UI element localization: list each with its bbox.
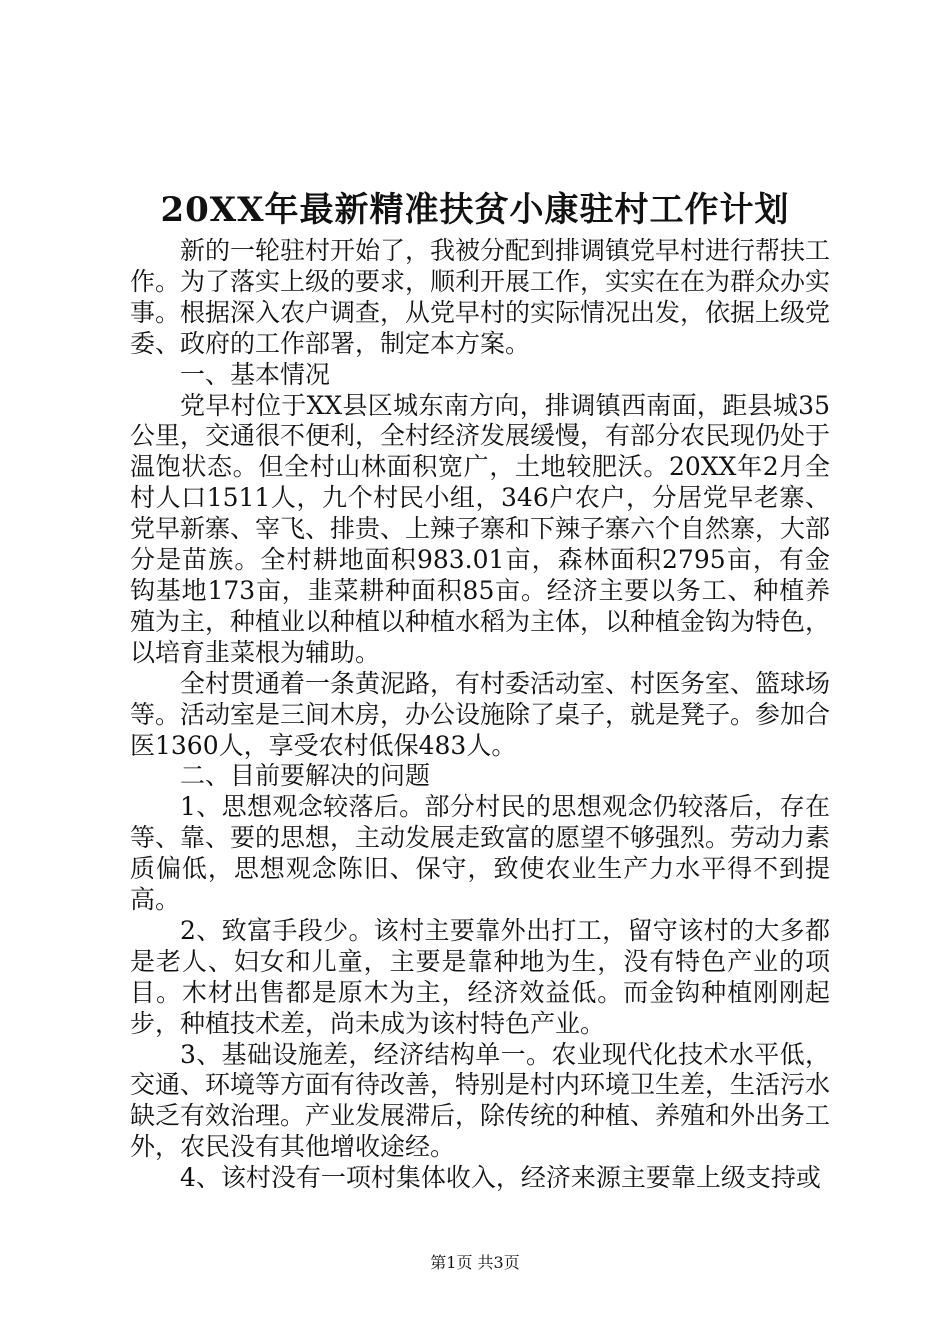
- paragraph-basic-situation: 党早村位于XX县区城东南方向，排调镇西南面，距县城35公里，交通很不便利，全村经济发展缓慢，有部分农民现仍处于温饱状态。但全村山林面积宽广，土地较肥沃。20XX年2月全村人口1511人，九个村民小组，346户农户，分居党早老寨、党早新寨、宰飞、排贵、上辣子寨和下辣子寨六个自然寨，大部分是苗族。全村耕地面积983.01亩，森林面积2795亩，有金钩基地173亩，韭菜耕种面积85亩。经济主要以务工、种植养殖为主，种植业以种植以种植水稻为主体，以种植金钩为特色，以培育韭菜根为辅助。: [130, 390, 831, 667]
- paragraph-facilities: 全村贯通着一条黄泥路，有村委活动室、村医务室、篮球场等。活动室是三间木房，办公设施除了桌子，就是凳子。参加合医1360人，享受农村低保483人。: [130, 668, 831, 760]
- paragraph-problem-3: 3、基础设施差，经济结构单一。农业现代化技术水平低，交通、环境等方面有待改善，特别是村内环境卫生差，生活污水缺乏有效治理。产业发展滞后，除传统的种植、养殖和外出务工外，农民没有其他增收途经。: [130, 1039, 831, 1162]
- document-title: 20XX年最新精准扶贫小康驻村工作计划: [160, 190, 790, 230]
- paragraph-problem-2: 2、致富手段少。该村主要靠外出打工，留守该村的大多都是老人、妇女和儿童，主要是靠种地为生，没有特色产业的项目。木材出售都是原木为主，经济效益低。而金钩种植刚刚起步，种植技术差，尚未成为该村特色产业。: [130, 915, 830, 1038]
- section-heading-problems: 二、目前要解决的问题: [180, 761, 431, 791]
- paragraph-problem-4: 4、该村没有一项村集体收入，经济来源主要靠上级支持或: [180, 1163, 821, 1193]
- document-body: [130, 236, 830, 1194]
- page-footer: 第1页 共3页: [430, 1253, 520, 1272]
- paragraph-problem-1: 1、思想观念较落后。部分村民的思想观念仍较落后，存在等、靠、要的思想，主动发展走致富的愿望不够强烈。劳动力素质偏低，思想观念陈旧、保守，致使农业生产力水平得不到提高。: [130, 792, 831, 915]
- paragraph-intro: 新的一轮驻村开始了，我被分配到排调镇党早村进行帮扶工作。为了落实上级的要求，顺利开展工作，实实在在为群众办实事。根据深入农户调查，从党早村的实际情况出发，依据上级党委、政府的工作部署，制定本方案。: [130, 236, 831, 358]
- section-heading-basic-situation: 一、基本情况: [180, 359, 331, 389]
